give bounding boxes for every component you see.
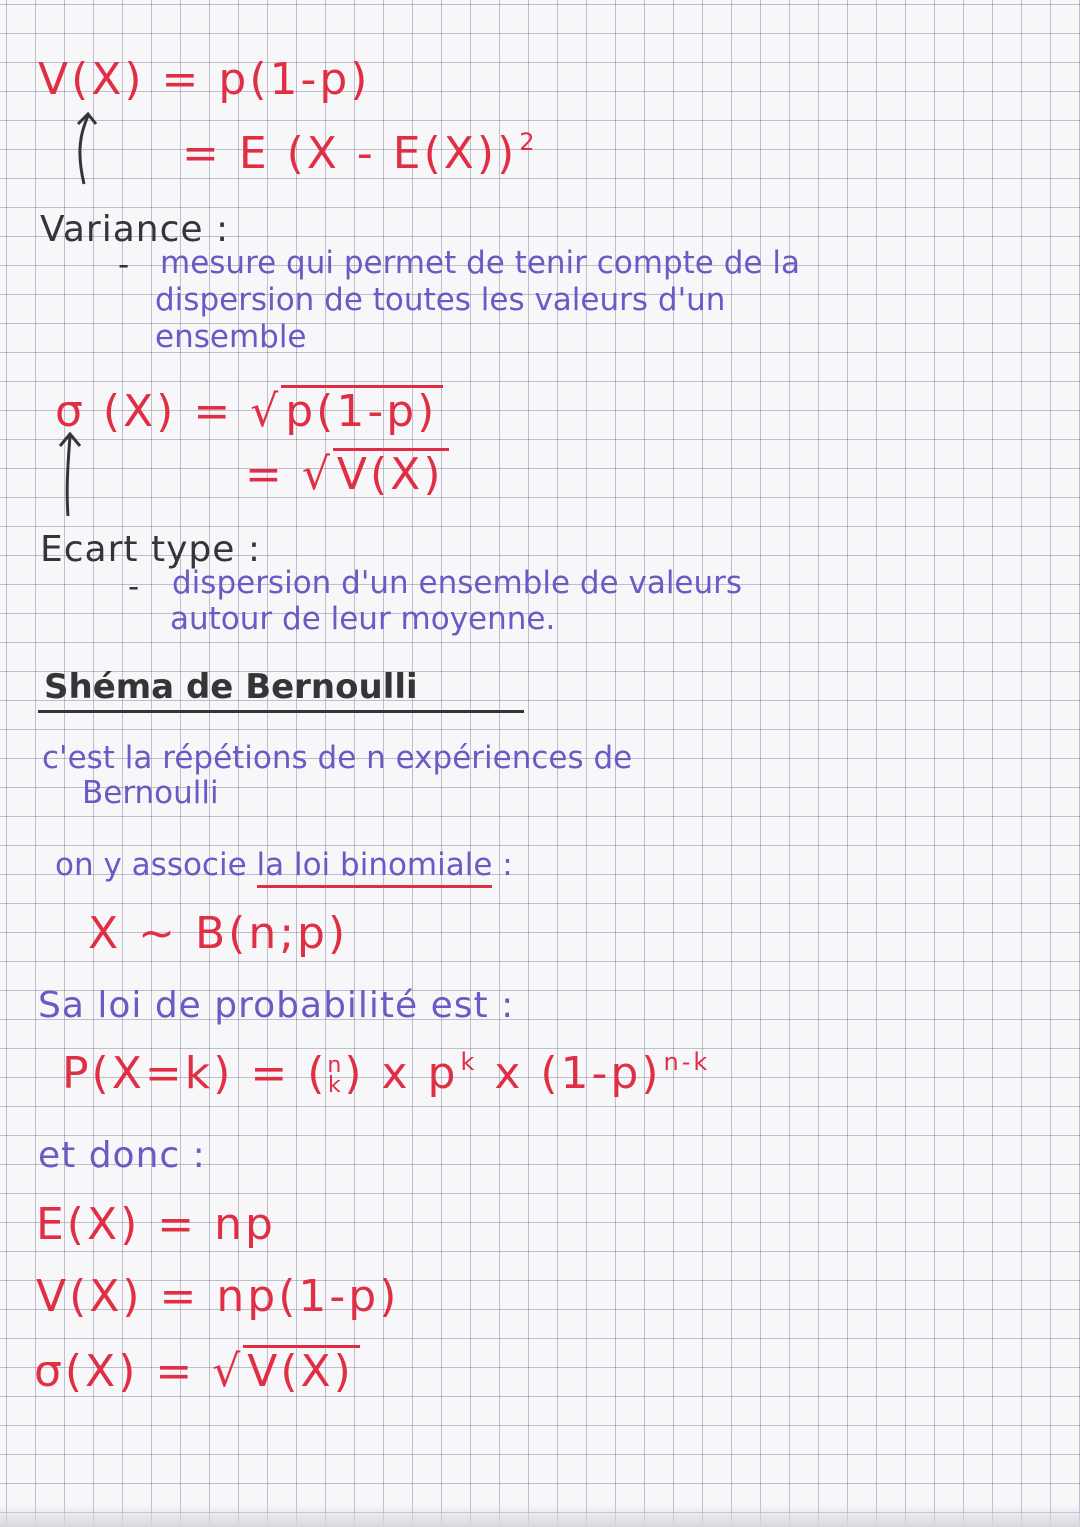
variance-dash: - [118, 247, 130, 283]
arrow-up-icon [70, 108, 110, 188]
binomial-stddev-radicand: V(X) [243, 1345, 360, 1394]
stddev-formula-2-lhs: = [245, 449, 302, 500]
probability-tail: x (1-p) [477, 1048, 662, 1099]
binom-bottom: k [327, 1073, 344, 1098]
variance-formula-1: V(X) = p(1-p) [38, 54, 371, 105]
stddev-formula-1 [55, 385, 443, 437]
variance-definition-line-1: mesure qui permet de tenir compte de la [160, 245, 800, 281]
stddev-formula-2 [245, 448, 449, 500]
bernoulli-description-line-2: Bernoulli [82, 775, 219, 811]
stddev-formula-1-lhs: σ (X) = [55, 386, 251, 437]
association-prefix: on y associe [55, 847, 257, 883]
variance-definition-line-3: ensemble [155, 319, 307, 355]
binom-close-paren: ) [344, 1048, 365, 1099]
variance-formula-2-base: = E (X - E(X)) [182, 128, 518, 179]
binomial-probability-formula [62, 1048, 711, 1099]
stddev-formula-1-radicand: p(1-p) [281, 385, 443, 434]
arrow-up-icon [50, 428, 90, 518]
conclusion-label: et donc : [38, 1135, 206, 1176]
binomial-coefficient [327, 1053, 345, 1098]
stddev-formula-2-radicand: V(X) [333, 448, 450, 497]
binom-open-paren: ( [307, 1048, 328, 1099]
binomial-variance-formula: V(X) = np(1-p) [36, 1271, 400, 1322]
heading-underline [38, 710, 524, 713]
probability-law-intro: Sa loi de probabilité est : [38, 985, 515, 1026]
variance-formula-2 [182, 128, 538, 179]
bernoulli-heading: Shéma de Bernoulli [44, 667, 418, 707]
sqrt-icon: √ [301, 449, 333, 500]
binomial-association [55, 847, 513, 883]
expectation-formula: E(X) = np [36, 1199, 276, 1250]
binomial-stddev-formula [34, 1345, 360, 1397]
ecart-type-definition-line-1: dispersion d'un ensemble de valeurs [172, 565, 743, 601]
binomial-stddev-lhs: σ(X) = [34, 1346, 213, 1397]
binom-top: n [327, 1053, 345, 1079]
ecart-type-title: Ecart type : [40, 529, 261, 570]
probability-lhs: P(X=k) = [62, 1048, 308, 1099]
probability-k-exponent: k [460, 1048, 478, 1076]
sqrt-icon: √ [250, 386, 282, 437]
binomial-law-notation: X ~ B(n;p) [88, 908, 349, 959]
binomial-law-term: la loi binomiale [257, 847, 493, 888]
variance-title: Variance : [40, 209, 230, 250]
variance-formula-2-exponent: 2 [519, 128, 538, 156]
ecart-type-dash: - [128, 569, 140, 605]
variance-definition-line-2: dispersion de toutes les valeurs d'un [155, 282, 726, 318]
ecart-type-definition-line-2: autour de leur moyenne. [170, 601, 556, 637]
probability-mid: x p [364, 1048, 459, 1099]
association-suffix: : [492, 847, 513, 883]
bernoulli-description-line-1: c'est la répétions de n expériences de [42, 740, 633, 776]
probability-tail-exponent: n-k [663, 1048, 711, 1076]
sqrt-icon: √ [212, 1346, 244, 1397]
